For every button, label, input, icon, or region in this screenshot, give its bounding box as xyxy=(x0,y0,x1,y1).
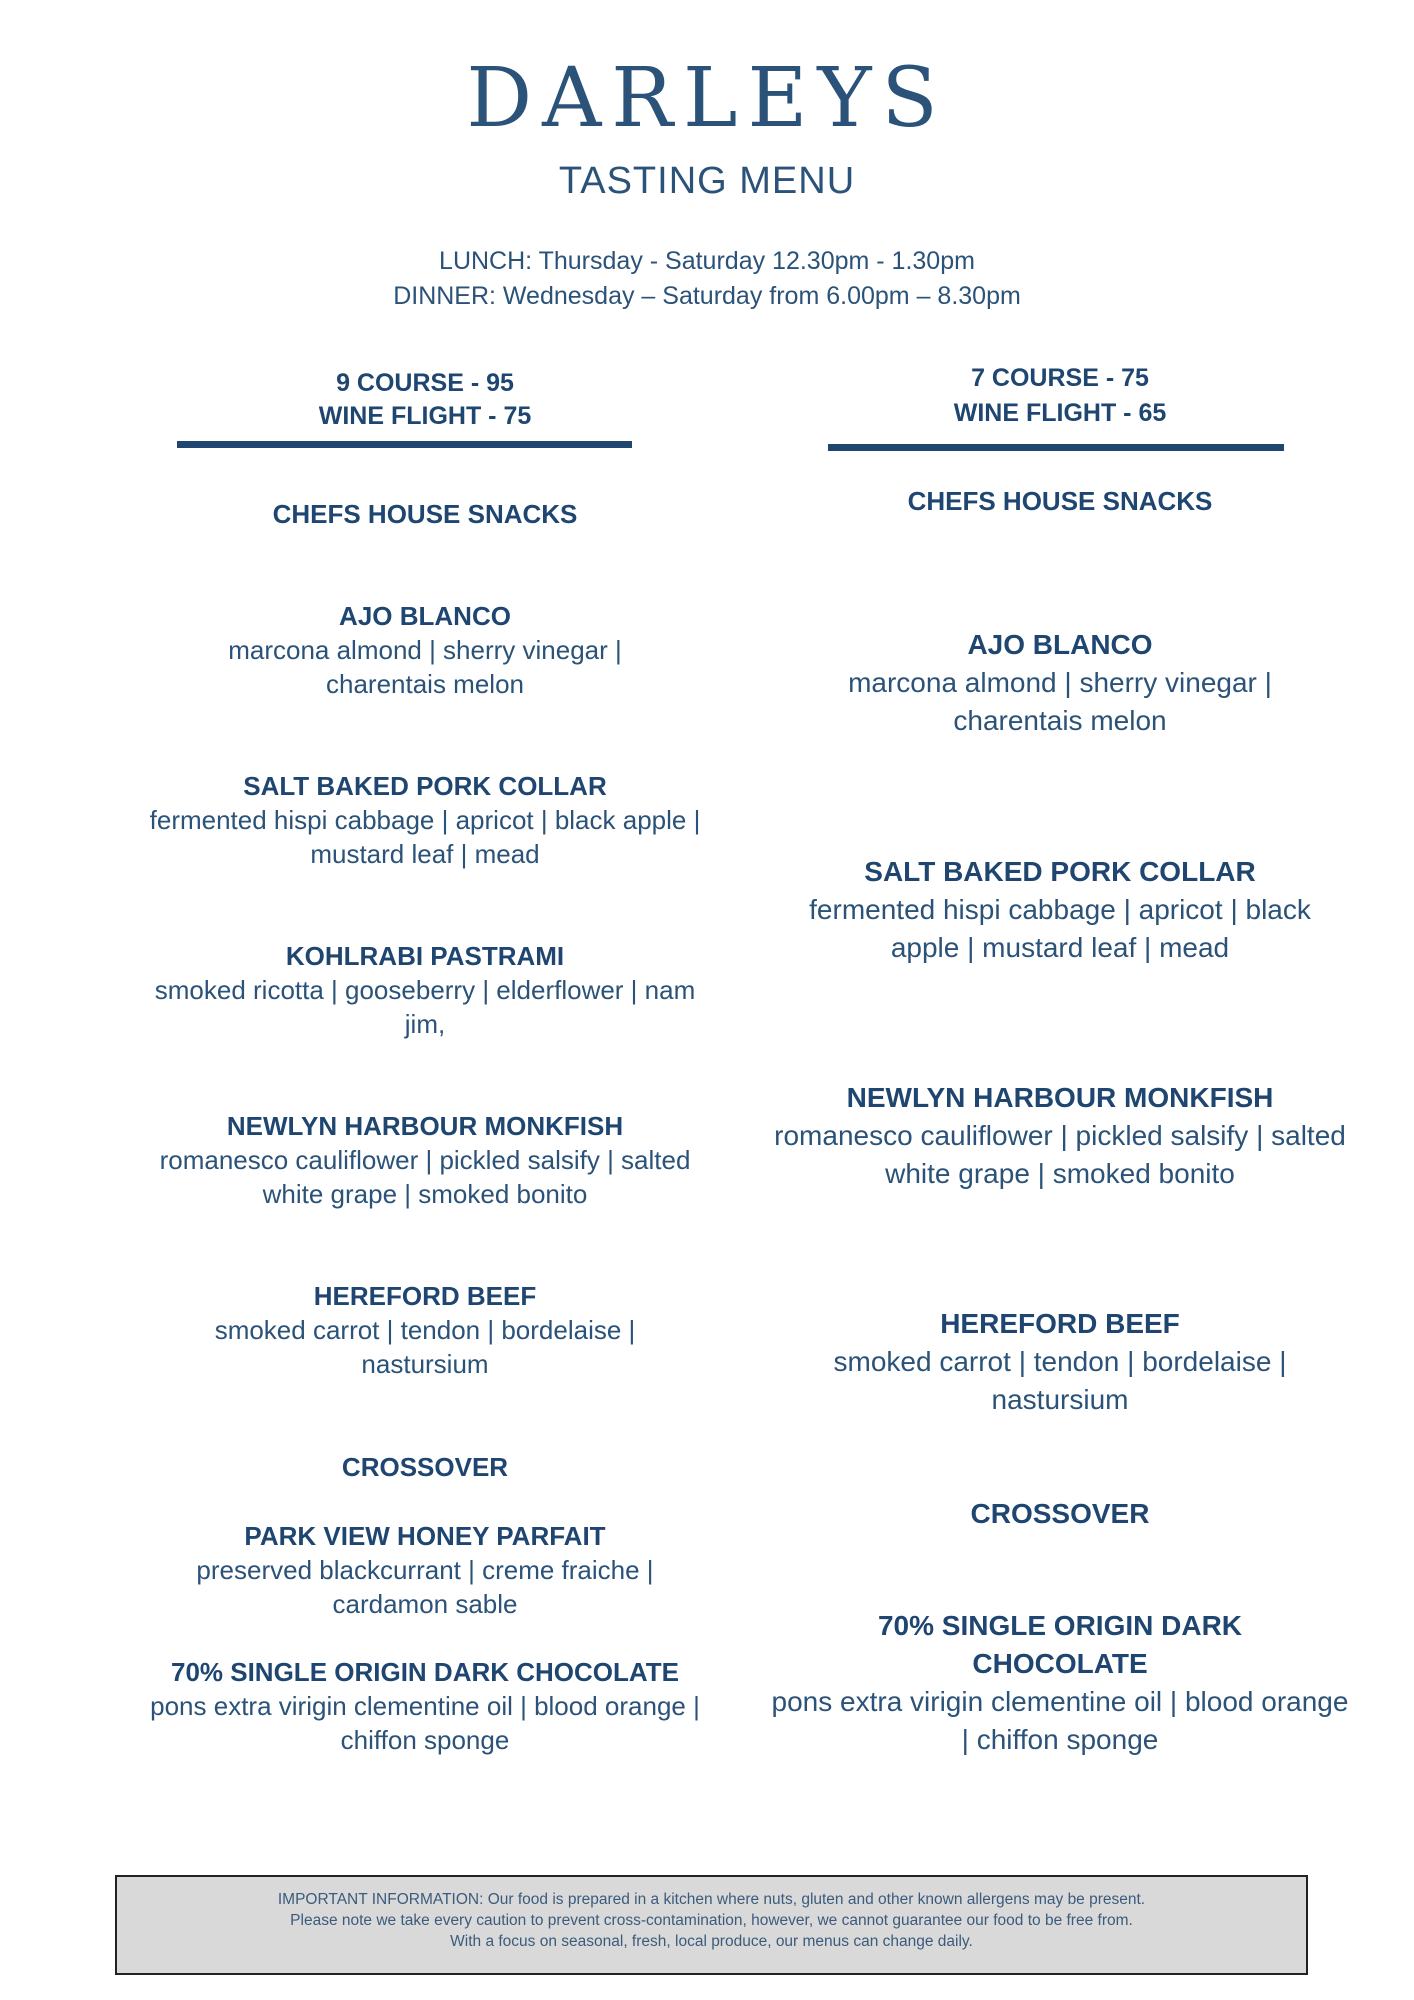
dish-name: CHEFS HOUSE SNACKS xyxy=(272,499,578,529)
dish-description: romanesco cauliflower | pickled salsify | salted white grape | smoked bonito xyxy=(159,1145,691,1209)
dish-name: 70% SINGLE ORIGIN DARK CHOCOLATE xyxy=(877,1610,1243,1679)
menu-item xyxy=(765,484,1355,518)
nine-course-wine-flight: WINE FLIGHT - 75 xyxy=(318,402,532,430)
dish-description: pons extra virigin clementine oil | blood orange | chiffon sponge xyxy=(150,1691,700,1755)
dish-description: fermented hispi cabbage | apricot | black apple | mustard leaf | mead xyxy=(809,894,1311,963)
menu-item xyxy=(130,1109,720,1211)
dish-name: AJO BLANCO xyxy=(967,629,1153,660)
menu-item xyxy=(765,1607,1355,1759)
dish-description: fermented hispi cabbage | apricot | black apple | mustard leaf | mead xyxy=(149,805,701,869)
dish-name: AJO BLANCO xyxy=(339,601,511,631)
dish-description: preserved blackcurrant | creme fraiche | cardamon sable xyxy=(196,1555,654,1619)
dinner-hours: DINNER: Wednesday – Saturday from 6.00pm – 8.30pm xyxy=(393,282,1021,310)
dish-name: NEWLYN HARBOUR MONKFISH xyxy=(226,1111,624,1141)
allergen-notice xyxy=(115,1875,1308,1975)
menu-item xyxy=(130,1655,720,1757)
menu-item xyxy=(765,1305,1355,1419)
dish-description: smoked carrot | tendon | bordelaise | nastursium xyxy=(833,1346,1287,1415)
menu-item xyxy=(765,1079,1355,1193)
dish-description: marcona almond | sherry vinegar | charentais melon xyxy=(848,667,1272,736)
lunch-hours: LUNCH: Thursday - Saturday 12.30pm - 1.30pm xyxy=(439,247,975,275)
notice-line: IMPORTANT INFORMATION: Our food is prepared in a kitchen where nuts, gluten and other known allergens may be present. xyxy=(277,1891,1146,1908)
dish-name: 70% SINGLE ORIGIN DARK CHOCOLATE xyxy=(170,1657,679,1687)
dish-name: CHEFS HOUSE SNACKS xyxy=(907,486,1213,516)
dish-description: romanesco cauliflower | pickled salsify | salted white grape | smoked bonito xyxy=(774,1120,1346,1189)
menu-item xyxy=(130,939,720,1041)
menu-subtitle: TASTING MENU xyxy=(558,160,856,202)
brand-title: DARLEYS xyxy=(466,51,948,146)
menu-item xyxy=(130,1279,720,1381)
notice-line: With a focus on seasonal, fresh, local produce, our menus can change daily. xyxy=(450,1933,973,1950)
menu-item xyxy=(765,1495,1355,1533)
seven-course-heading xyxy=(765,361,1355,431)
opening-hours xyxy=(0,244,1414,314)
dish-name: SALT BAKED PORK COLLAR xyxy=(864,856,1256,887)
menu-item xyxy=(765,626,1355,740)
dish-name: SALT BAKED PORK COLLAR xyxy=(243,771,607,801)
dish-name: HEREFORD BEEF xyxy=(313,1281,537,1311)
dish-description: marcona almond | sherry vinegar | charentais melon xyxy=(228,635,622,699)
nine-course-divider xyxy=(177,441,632,448)
dish-name: CROSSOVER xyxy=(341,1452,509,1482)
seven-course-wine-flight: WINE FLIGHT - 65 xyxy=(953,399,1167,427)
notice-line: Please note we take every caution to prevent cross-contamination, however, we cannot guarantee our food to be free from. xyxy=(290,1912,1133,1929)
menu-item xyxy=(765,853,1355,967)
menu-item xyxy=(130,1519,720,1621)
seven-course-price: 7 COURSE - 75 xyxy=(971,364,1149,392)
dish-name: CROSSOVER xyxy=(970,1498,1150,1529)
menu-item xyxy=(130,769,720,871)
dish-description: pons extra virigin clementine oil | blood orange | chiffon sponge xyxy=(771,1686,1349,1755)
dish-name: PARK VIEW HONEY PARFAIT xyxy=(244,1521,606,1551)
menu-item xyxy=(130,1450,720,1484)
dish-name: NEWLYN HARBOUR MONKFISH xyxy=(846,1082,1274,1113)
menu-item xyxy=(130,497,720,531)
dish-name: KOHLRABI PASTRAMI xyxy=(285,941,565,971)
nine-course-heading xyxy=(130,367,720,433)
dish-description: smoked carrot | tendon | bordelaise | nastursium xyxy=(214,1315,636,1379)
dish-name: HEREFORD BEEF xyxy=(940,1308,1180,1339)
dish-description: smoked ricotta | gooseberry | elderflower | nam jim, xyxy=(154,975,696,1039)
menu-item xyxy=(130,599,720,701)
seven-course-divider xyxy=(828,444,1284,451)
nine-course-price: 9 COURSE - 95 xyxy=(336,369,514,397)
